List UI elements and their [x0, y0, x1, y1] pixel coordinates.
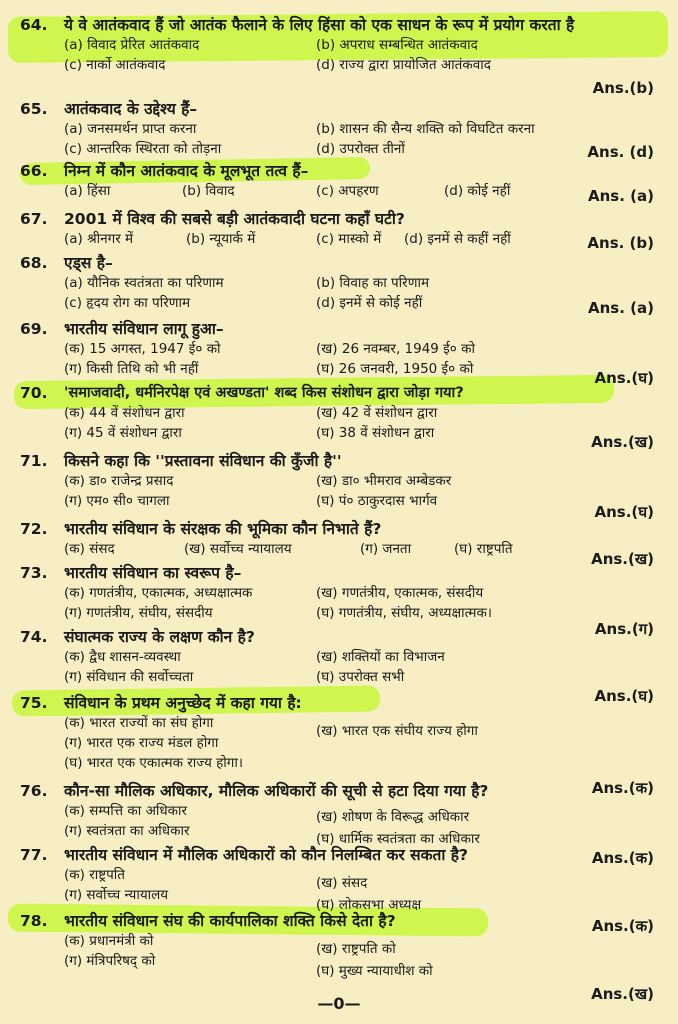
question-72	[20, 520, 668, 559]
question-number: 71.	[20, 452, 48, 470]
option-ga: (ग) सर्वोच्च न्यायालय	[64, 887, 169, 903]
question-text: 2001 में विश्व की सबसे बड़ी आतंकवादी घटना कहाँ घटी?	[64, 210, 405, 228]
question-66	[20, 162, 668, 201]
option-kha: (ख) राष्ट्रपति को	[316, 941, 396, 957]
option-kha: (ख) भारत एक संघीय राज्य होगा	[316, 723, 478, 739]
option-ka: (क) संसद	[64, 541, 115, 557]
option-ka: (क) 15 अगस्त, 1947 ई० को	[64, 341, 221, 357]
option-kha: (ख) शक्तियों का विभाजन	[316, 649, 445, 665]
option-a: (a) यौनिक स्वतंत्रता का परिणाम	[64, 275, 224, 291]
option-b: (b) शासन की सैन्य शक्ति को विघटित करना	[316, 121, 535, 137]
option-gha: (घ) उपरोक्त सभी	[316, 669, 405, 685]
option-ka: (क) डा० राजेन्द्र प्रसाद	[64, 473, 174, 489]
question-65	[20, 100, 668, 159]
option-kha: (ख) 26 नवम्बर, 1949 ई० को	[316, 341, 475, 357]
option-gha: (घ) लोकसभा अध्यक्ष	[316, 897, 422, 913]
page-footer: —0—	[317, 994, 361, 1013]
question-text: भारतीय संविधान का स्वरूप है–	[64, 564, 242, 582]
option-b: (b) विवाद	[182, 183, 235, 199]
option-b: (b) न्यूयार्क में	[186, 231, 256, 247]
option-gha: (घ) पं० ठाकुरदास भार्गव	[316, 493, 438, 509]
question-71	[20, 452, 668, 511]
option-gha: (घ) भारत एक एकात्मक राज्य होगा।	[64, 755, 244, 771]
option-d: (d) इनमें से कोई नहीं	[316, 295, 423, 311]
answer-72: Ans.(ख)	[591, 550, 654, 568]
option-gha: (घ) 38 वें संशोधन द्वारा	[316, 425, 435, 441]
question-number: 75.	[20, 694, 48, 712]
question-text: संघात्मक राज्य के लक्षण कौन है?	[64, 628, 255, 646]
option-ga: (ग) संविधान की सर्वोच्चता	[64, 669, 194, 685]
option-ka: (क) गणतंत्रीय, एकात्मक, अध्यक्षात्मक	[64, 585, 253, 601]
question-number: 78.	[20, 912, 48, 930]
option-ga: (ग) 45 वें संशोधन द्वारा	[64, 425, 182, 441]
option-c: (c) हृदय रोग का परिणाम	[64, 295, 191, 311]
option-gha: (घ) गणतंत्रीय, संघीय, अध्यक्षात्मक।	[316, 605, 492, 621]
option-c: (c) नार्को आतंकवाद	[64, 57, 166, 73]
option-ga: (ग) जनता	[360, 541, 412, 557]
question-number: 68.	[20, 254, 48, 272]
answer-68: Ans. (a)	[588, 299, 654, 317]
question-number: 67.	[20, 210, 48, 228]
option-c: (c) मास्को में	[316, 231, 382, 247]
option-ka: (क) 44 वें संशोधन द्वारा	[64, 405, 185, 421]
question-text: भारतीय संविधान संघ की कार्यपालिका शक्ति किसे देता है?	[64, 912, 396, 930]
option-ka: (क) प्रधानमंत्री को	[64, 933, 154, 949]
answer-76: Ans.(क)	[591, 849, 654, 867]
answer-77: Ans.(क)	[591, 917, 654, 935]
question-text: भारतीय संविधान के संरक्षक की भूमिका कौन निभाते हैं?	[64, 520, 382, 538]
option-ka: (क) भारत राज्यों का संघ होगा	[64, 715, 214, 731]
option-kha: (ख) 42 वें संशोधन द्वारा	[316, 405, 438, 421]
question-64	[20, 16, 668, 75]
option-c: (c) आन्तरिक स्थिरता को तोड़ना	[64, 141, 222, 157]
question-70	[20, 384, 668, 443]
option-a: (a) हिंसा	[64, 183, 111, 199]
answer-69: Ans.(घ)	[594, 369, 654, 387]
question-number: 76.	[20, 782, 48, 800]
option-gha: (घ) 26 जनवरी, 1950 ई० को	[316, 361, 474, 377]
question-text: भारतीय संविधान में मौलिक अधिकारों को कौन निलम्बित कर सकता है?	[64, 846, 468, 864]
answer-67: Ans. (b)	[587, 234, 654, 252]
question-number: 73.	[20, 564, 48, 582]
answer-64: Ans.(b)	[592, 79, 654, 97]
question-text: कौन-सा मौलिक अधिकार, मौलिक अधिकारों की सूची से हटा दिया गया है?	[64, 782, 489, 800]
question-number: 77.	[20, 846, 48, 864]
option-kha: (ख) संसद	[316, 875, 368, 891]
option-kha: (ख) शोषण के विरूद्ध अधिकार	[316, 809, 470, 825]
question-text: निम्न में कौन आतंकवाद के मूलभूत तत्व हैं–	[64, 162, 309, 180]
question-number: 72.	[20, 520, 48, 538]
answer-66: Ans. (a)	[588, 187, 654, 205]
option-kha: (ख) डा० भीमराव अम्बेडकर	[316, 473, 452, 489]
question-74	[20, 628, 668, 687]
option-a: (a) विवाद प्रेरित आतंकवाद	[64, 37, 200, 53]
option-a: (a) जनसमर्थन प्राप्त करना	[64, 121, 197, 137]
option-b: (b) विवाह का परिणाम	[316, 275, 430, 291]
option-ga: (ग) किसी तिथि को भी नहीं	[64, 361, 199, 377]
question-number: 69.	[20, 320, 48, 338]
answer-74: Ans.(घ)	[594, 687, 654, 705]
answer-73: Ans.(ग)	[594, 620, 654, 638]
option-ga: (ग) भारत एक राज्य मंडल होगा	[64, 735, 219, 751]
question-77	[20, 846, 668, 913]
question-78	[20, 912, 668, 979]
answer-70: Ans.(ख)	[591, 433, 654, 451]
answer-65: Ans. (d)	[587, 143, 654, 161]
question-76	[20, 782, 668, 847]
option-gha: (घ) मुख्य न्यायाधीश को	[316, 963, 433, 979]
option-ga: (ग) स्वतंत्रता का अधिकार	[64, 823, 190, 839]
question-number: 64.	[20, 16, 48, 34]
question-number: 74.	[20, 628, 48, 646]
option-ga: (ग) मंत्रिपरिषद् को	[64, 953, 156, 969]
question-69	[20, 320, 668, 379]
question-text: किसने कहा कि ''प्रस्तावना संविधान की कुँजी है''	[64, 452, 342, 470]
question-text: भारतीय संविधान लागू हुआ–	[64, 320, 224, 338]
answer-78: Ans.(ख)	[591, 985, 654, 1003]
option-b: (b) अपराध सम्बन्धित आतंकवाद	[316, 37, 478, 53]
option-gha: (घ) धार्मिक स्वतंत्रता का अधिकार	[316, 831, 480, 847]
question-text: एड्स है–	[64, 254, 113, 272]
option-ka: (क) राष्ट्रपति	[64, 867, 125, 883]
answer-75: Ans.(क)	[591, 779, 654, 797]
question-73	[20, 564, 668, 623]
question-68	[20, 254, 668, 313]
option-ga: (ग) गणतंत्रीय, संघीय, संसदीय	[64, 605, 213, 621]
question-text: 'समाजवादी, धर्मनिरपेक्ष एवं अखण्डता' शब्द किस संशोधन द्वारा जोड़ा गया?	[64, 385, 464, 401]
answer-71: Ans.(घ)	[594, 503, 654, 521]
question-text: संविधान के प्रथम अनुच्छेद में कहा गया है:	[64, 694, 302, 712]
option-a: (a) श्रीनगर में	[64, 231, 134, 247]
option-kha: (ख) गणतंत्रीय, एकात्मक, संसदीय	[316, 585, 484, 601]
option-ga: (ग) एम० सी० चागला	[64, 493, 170, 509]
option-d: (d) राज्य द्वारा प्रायोजित आतंकवाद	[316, 57, 491, 73]
question-67	[20, 210, 668, 249]
question-number: 66.	[20, 162, 48, 180]
question-text: ये वे आतंकवाद हैं जो आतंक फैलाने के लिए हिंसा को एक साधन के रूप में प्रयोग करता है	[64, 16, 575, 34]
option-d: (d) उपरोक्त तीनों	[316, 141, 405, 157]
option-gha: (घ) राष्ट्रपति	[454, 541, 513, 557]
option-d: (d) कोई नहीं	[444, 183, 511, 199]
question-number: 65.	[20, 100, 48, 118]
option-ka: (क) द्वैध शासन-व्यवस्था	[64, 649, 181, 665]
option-d: (d) इनमें से कहीं नहीं	[404, 231, 511, 247]
question-text: आतंकवाद के उद्देश्य हैं–	[64, 100, 198, 118]
question-75	[20, 694, 668, 773]
option-ka: (क) सम्पत्ति का अधिकार	[64, 803, 188, 819]
question-number: 70.	[20, 384, 48, 402]
option-c: (c) अपहरण	[316, 183, 379, 199]
option-kha: (ख) सर्वोच्च न्यायालय	[184, 541, 292, 557]
